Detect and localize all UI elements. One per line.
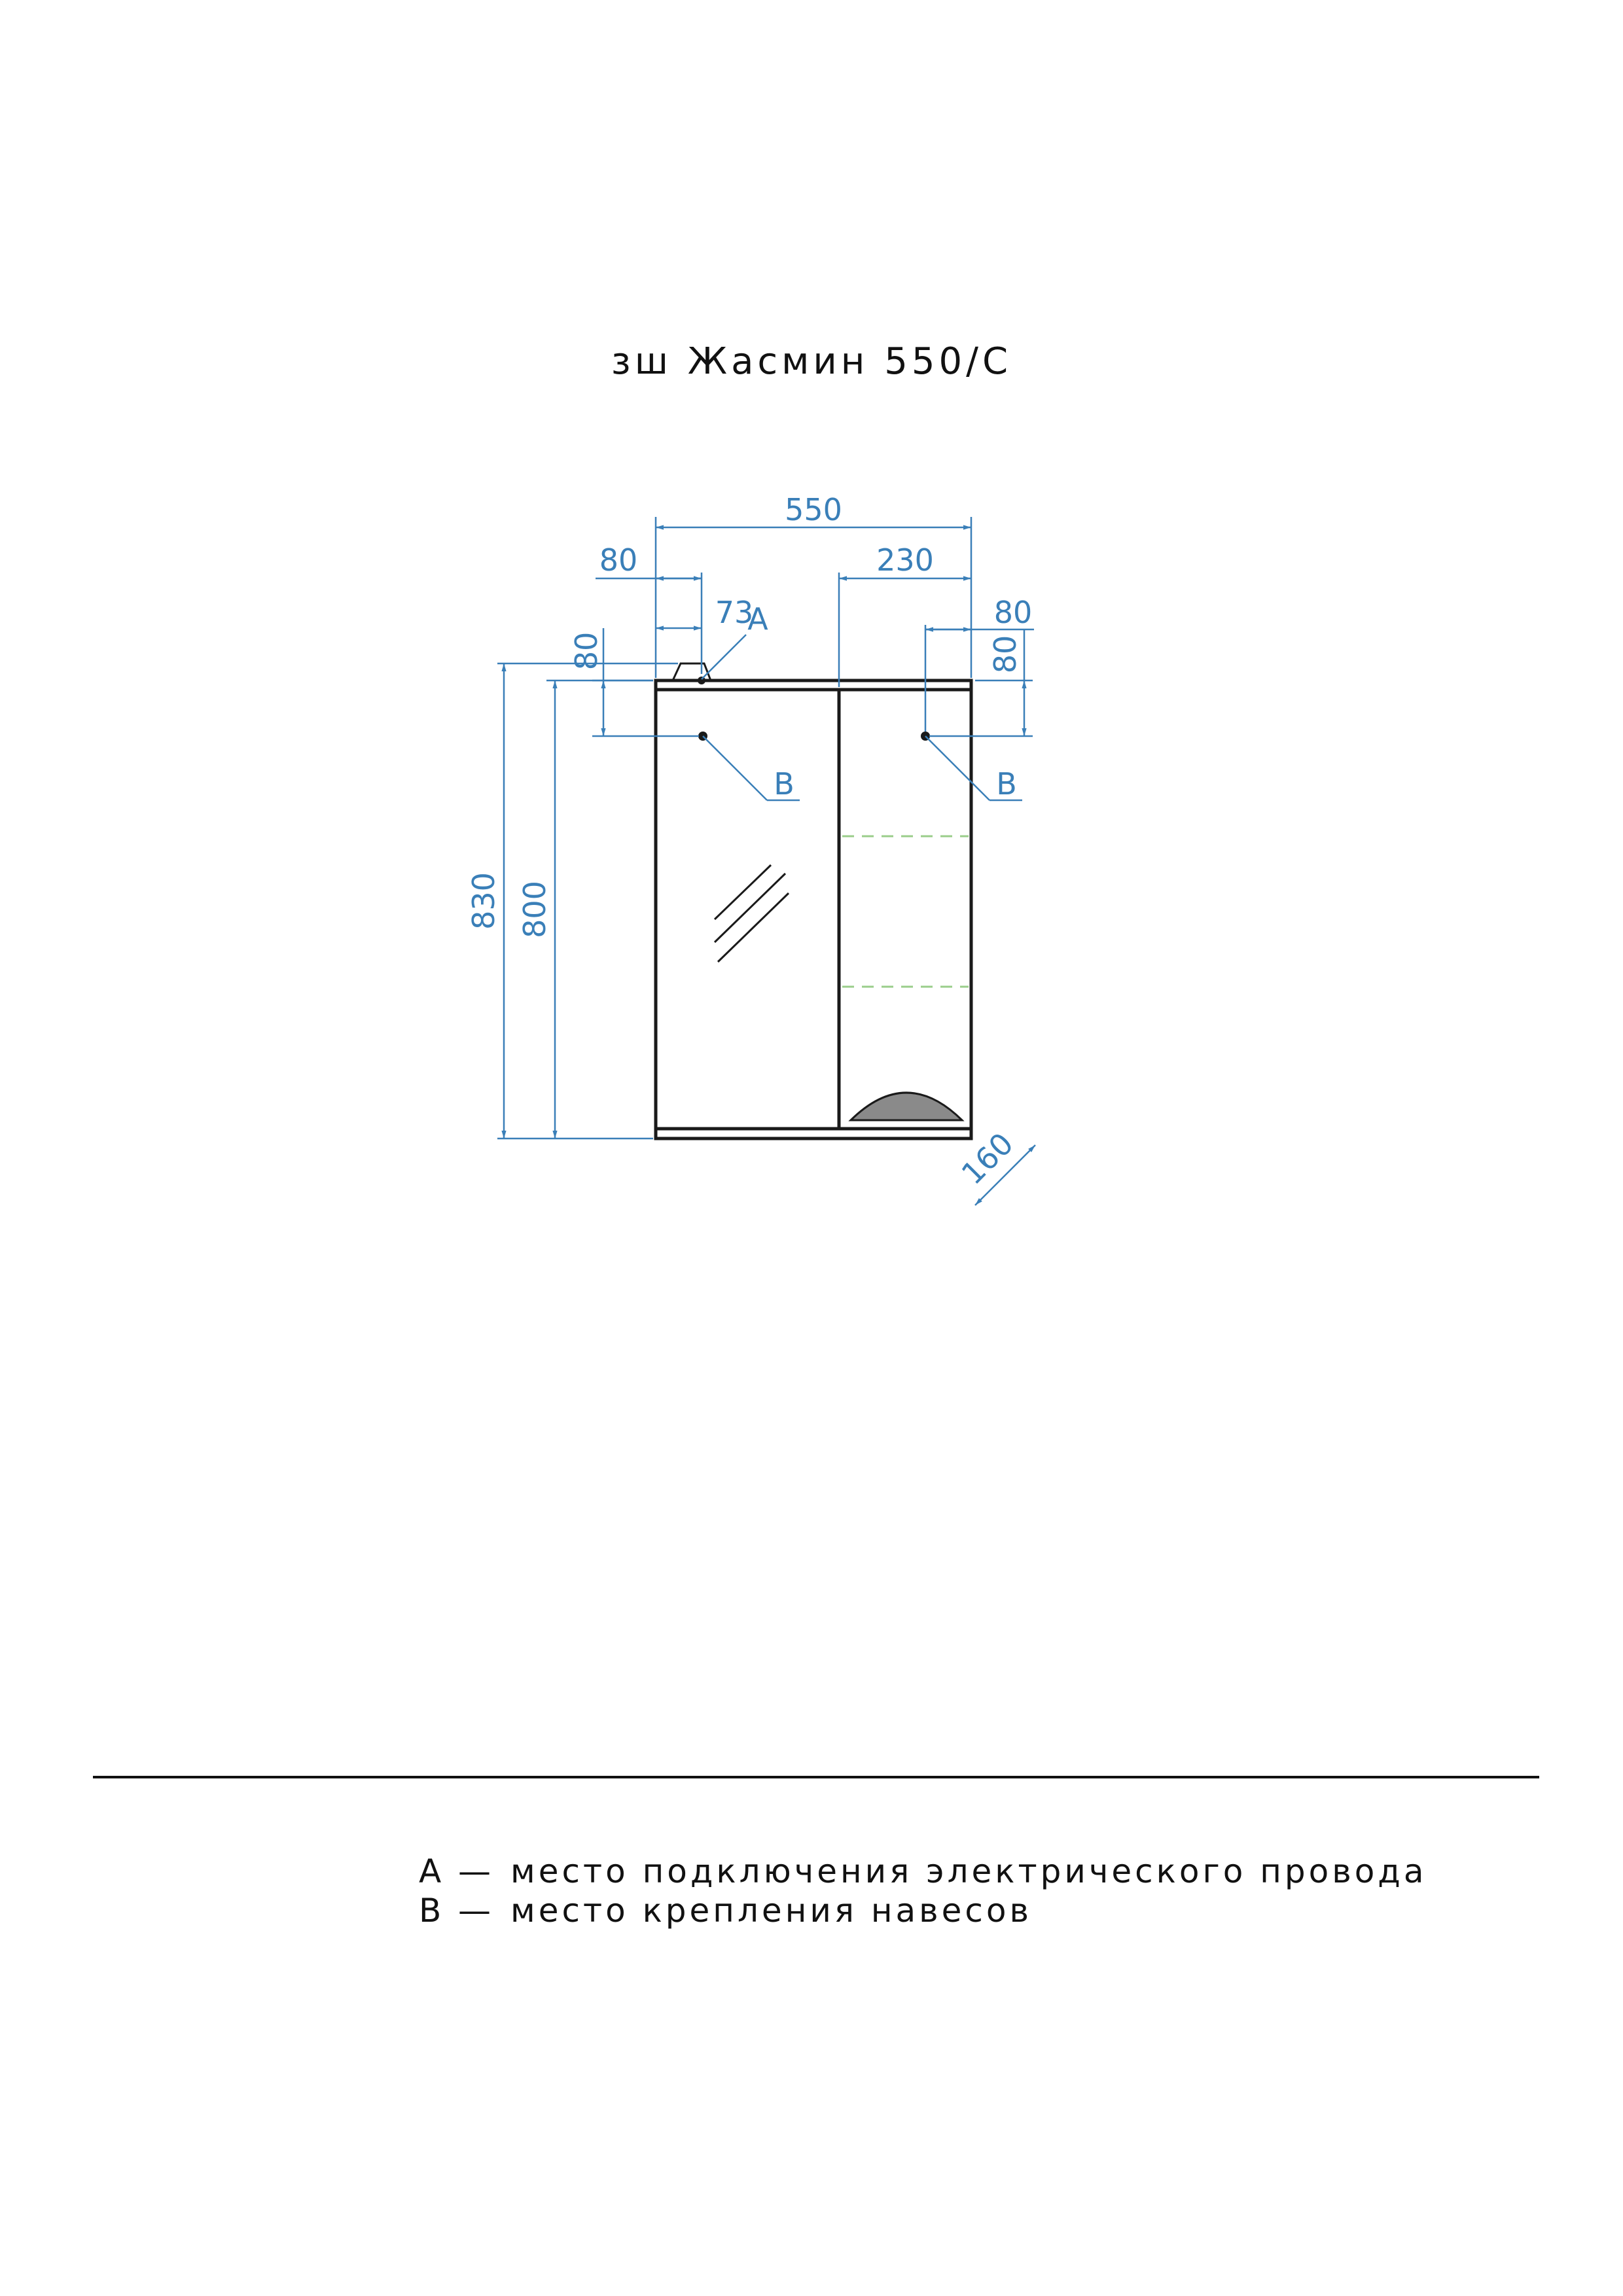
legend-key-b: В (419, 1892, 445, 1930)
legend-dash-b: — (458, 1892, 494, 1930)
marker-a-label: A (747, 601, 768, 637)
legend-key-a: А (419, 1852, 445, 1890)
dim-80-right-label: 80 (993, 595, 1033, 630)
dim-80-vertical-right-label: 80 (988, 635, 1023, 674)
dim-right-hole-height (929, 629, 1033, 736)
marker-b-right-label: B (996, 766, 1017, 802)
dim-80-left-label: 80 (599, 542, 638, 578)
legend-row-a (419, 1852, 1427, 1891)
bottom-arc (851, 1093, 962, 1120)
dim-160-label: 160 (954, 1125, 1020, 1192)
mirror-glare-1 (715, 865, 771, 919)
dim-left-offset (596, 542, 702, 674)
leader-a (702, 635, 746, 679)
cabinet-frame (656, 680, 971, 1139)
cabinet-outline (656, 663, 971, 1139)
marker-b-left-label: B (774, 766, 794, 802)
legend (419, 1852, 1427, 1930)
dim-800-label: 800 (517, 881, 552, 938)
dim-80-vertical-left-label: 80 (569, 631, 604, 671)
legend-row-b (419, 1891, 1427, 1930)
dim-830-label: 830 (466, 872, 501, 930)
dim-overall-width (656, 492, 971, 678)
dim-550-label: 550 (785, 492, 842, 527)
dim-230-label: 230 (876, 542, 934, 578)
legend-text-a: место подключения электрического провода (510, 1852, 1427, 1890)
dim-right-section (839, 542, 971, 687)
dim-body-height (517, 680, 653, 1139)
leader-b-right (925, 736, 1022, 802)
point-a (698, 677, 705, 684)
product-title: зш Жасмин 550/С (611, 340, 1012, 383)
legend-text-b: место крепления навесов (510, 1892, 1032, 1930)
dim-73-label: 73 (715, 595, 754, 630)
leader-b-left (703, 736, 800, 802)
legend-dash-a: — (458, 1852, 494, 1890)
section-divider-rule (93, 1776, 1539, 1778)
dim-73 (656, 595, 768, 679)
dim-total-height (466, 663, 678, 1139)
lamp-shape (673, 663, 711, 680)
